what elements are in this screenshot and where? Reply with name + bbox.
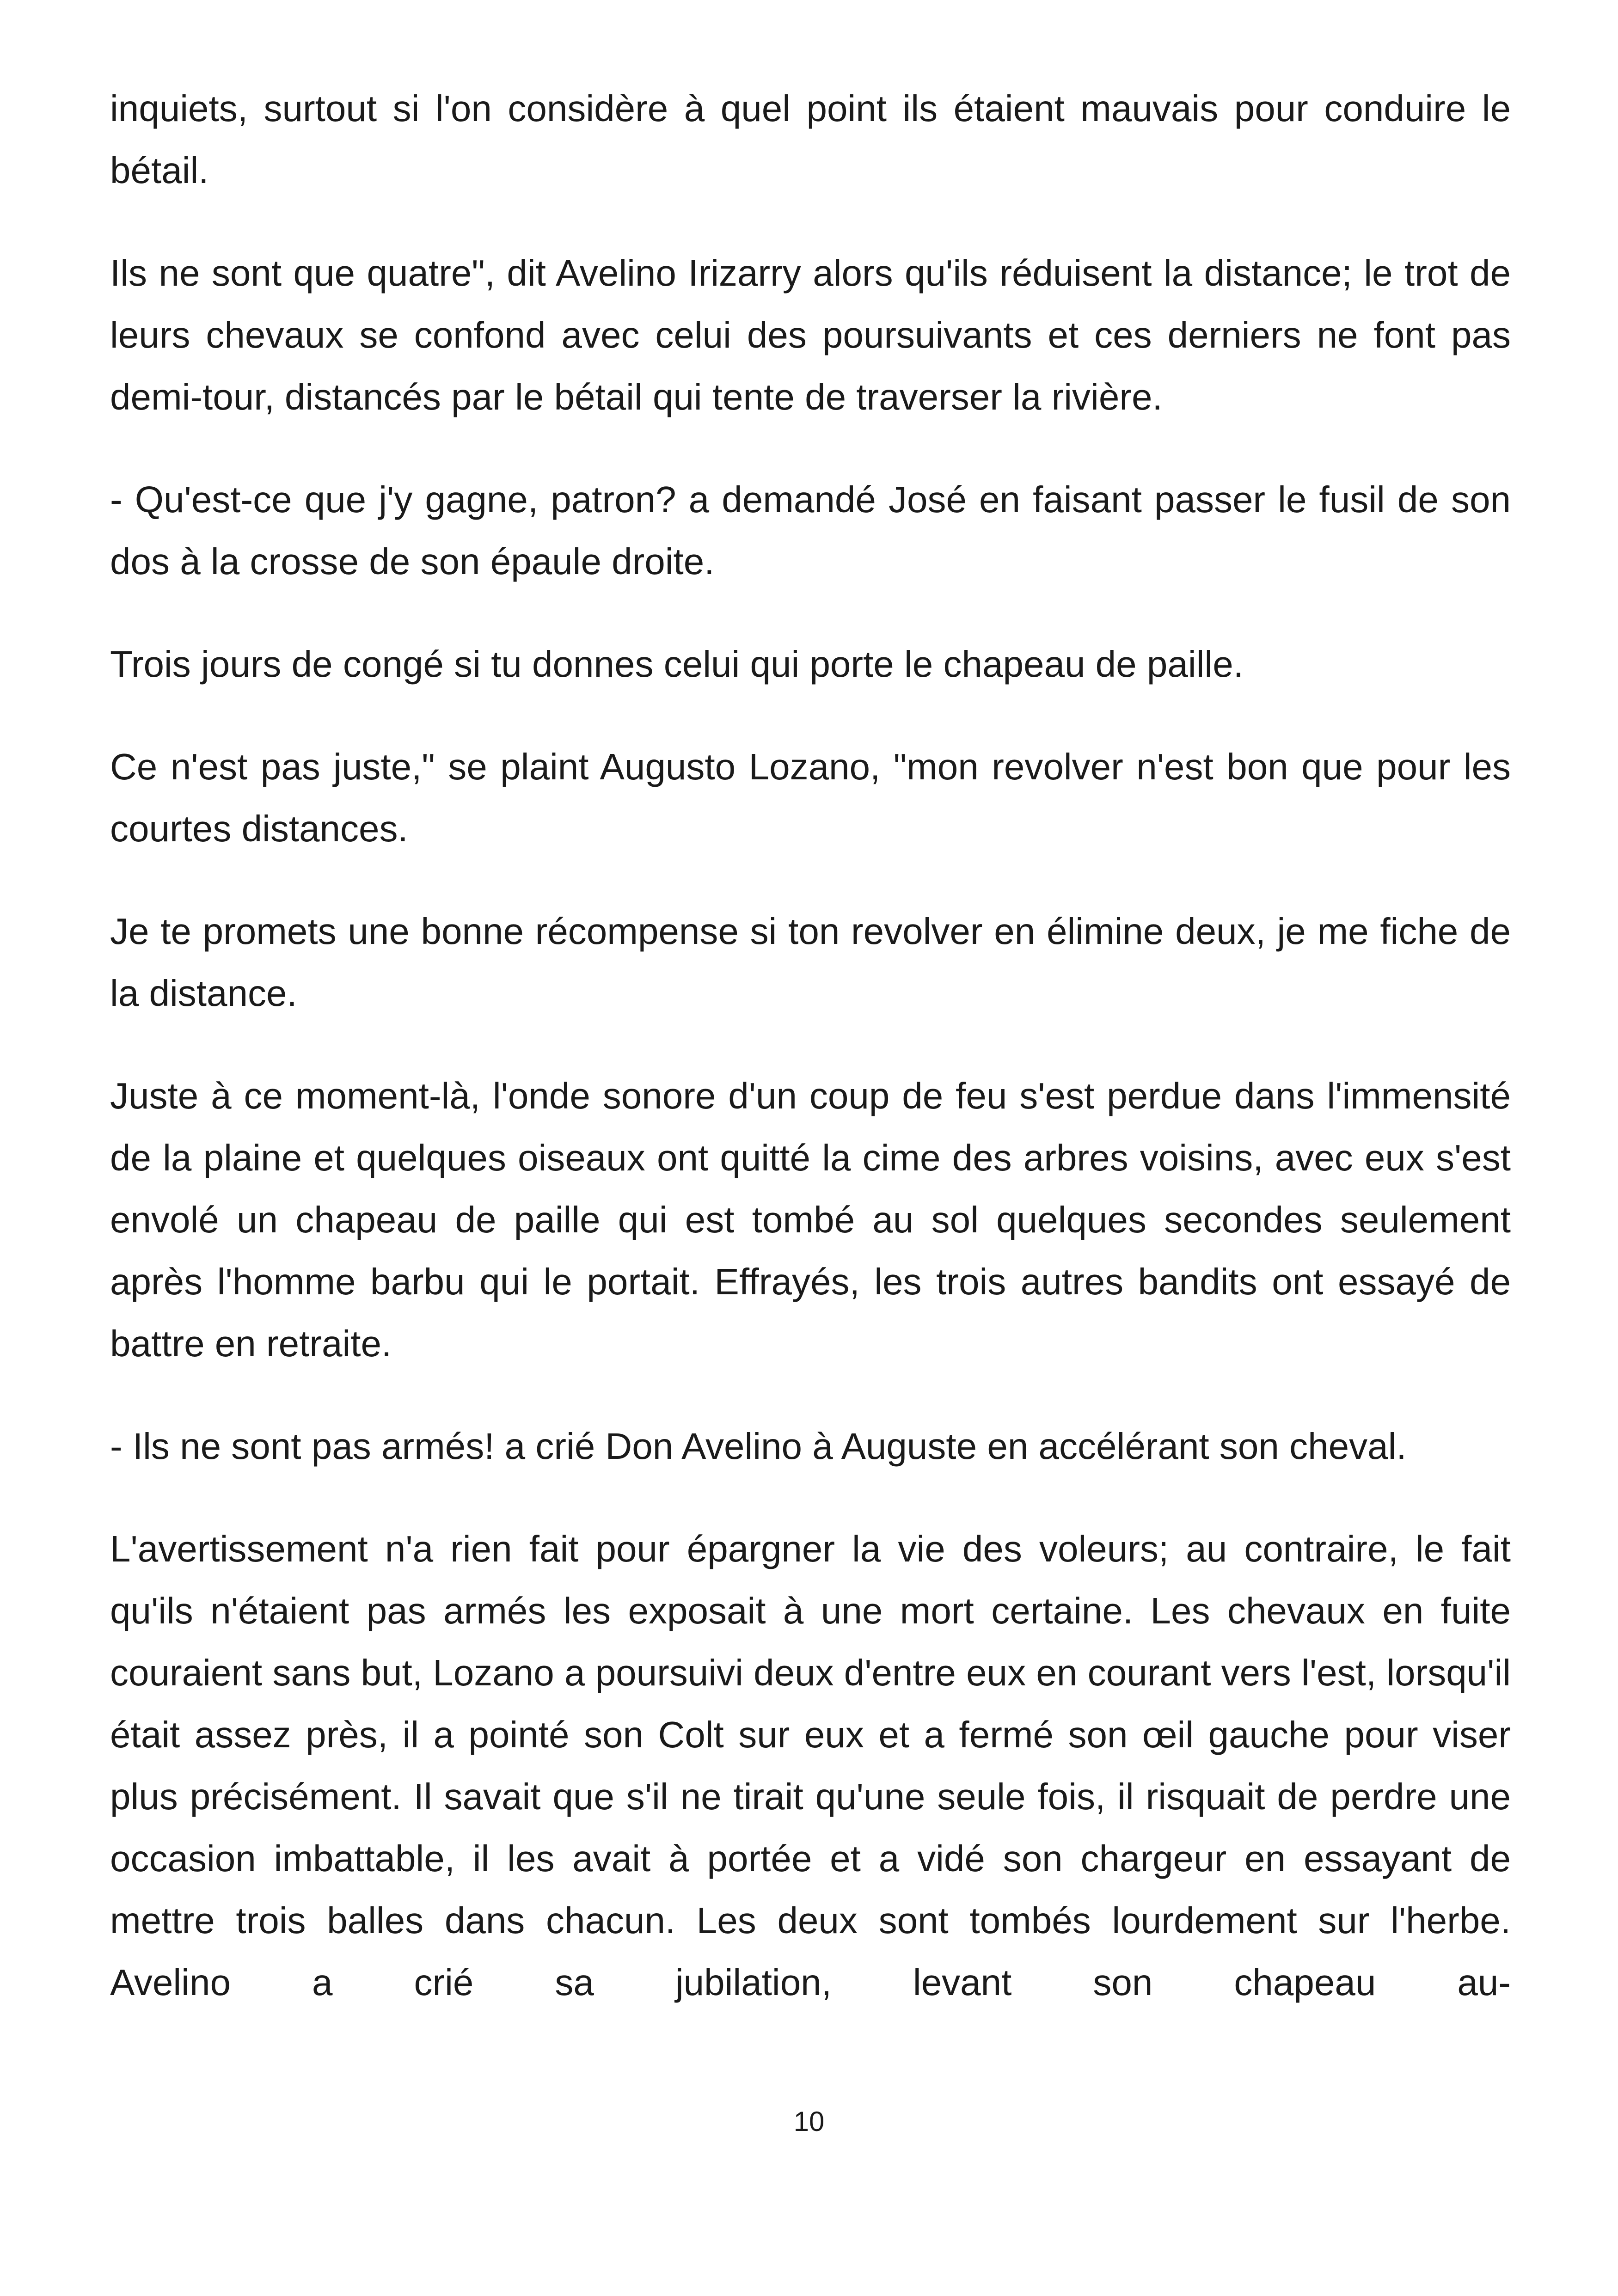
paragraph-5: Ce n'est pas juste," se plaint Augusto Lozano, "mon revolver n'est bon que pour les courtes distances. [110, 746, 1511, 849]
paragraph-8: - Ils ne sont pas armés! a crié Don Avelino à Auguste en accélérant son cheval. [110, 1426, 1407, 1467]
paragraph-1: inquiets, surtout si l'on considère à quel point ils étaient mauvais pour conduire le bétail. [110, 88, 1511, 191]
paragraph-9: L'avertissement n'a rien fait pour épargner la vie des voleurs; au contraire, le fait qu'ils n'étaient pas armés les exposait à une mort certaine. Les chevaux en fuite couraient sans but, Lozano a poursuivi deux d'entre eux en courant vers l'est, lorsqu'il était assez près, il a pointé son Colt sur eux et a fermé son œil gauche pour viser plus précisément. Il savait que s'il ne tirait qu'une seule fois, il risquait de perdre une occasion imbattable, il les avait à portée et a vidé son chargeur en essayant de mettre trois balles dans chacun. Les deux sont tombés lourdement sur l'herbe. Avelino a crié sa jubilation, levant son chapeau au- [110, 1528, 1511, 2003]
paragraph-4: Trois jours de congé si tu donnes celui qui porte le chapeau de paille. [110, 643, 1244, 685]
page-number: 10 [793, 2106, 825, 2137]
paragraph-3: - Qu'est-ce que j'y gagne, patron? a demandé José en faisant passer le fusil de son dos à la crosse de son épaule droite. [110, 479, 1511, 582]
body-text [110, 78, 1511, 2014]
paragraph-6: Je te promets une bonne récompense si ton revolver en élimine deux, je me fiche de la distance. [110, 911, 1511, 1014]
paragraph-2: Ils ne sont que quatre", dit Avelino Irizarry alors qu'ils réduisent la distance; le trot de leurs chevaux se confond avec celui des poursuivants et ces derniers ne font pas demi-tour, distancés par le bétail qui tente de traverser la rivière. [110, 252, 1511, 417]
paragraph-7: Juste à ce moment-là, l'onde sonore d'un coup de feu s'est perdue dans l'immensité de la plaine et quelques oiseaux ont quitté la cime des arbres voisins, avec eux s'est envolé un chapeau de paille qui est tombé au sol quelques secondes seulement après l'homme barbu qui le portait. Effrayés, les trois autres bandits ont essayé de battre en retraite. [110, 1075, 1511, 1364]
